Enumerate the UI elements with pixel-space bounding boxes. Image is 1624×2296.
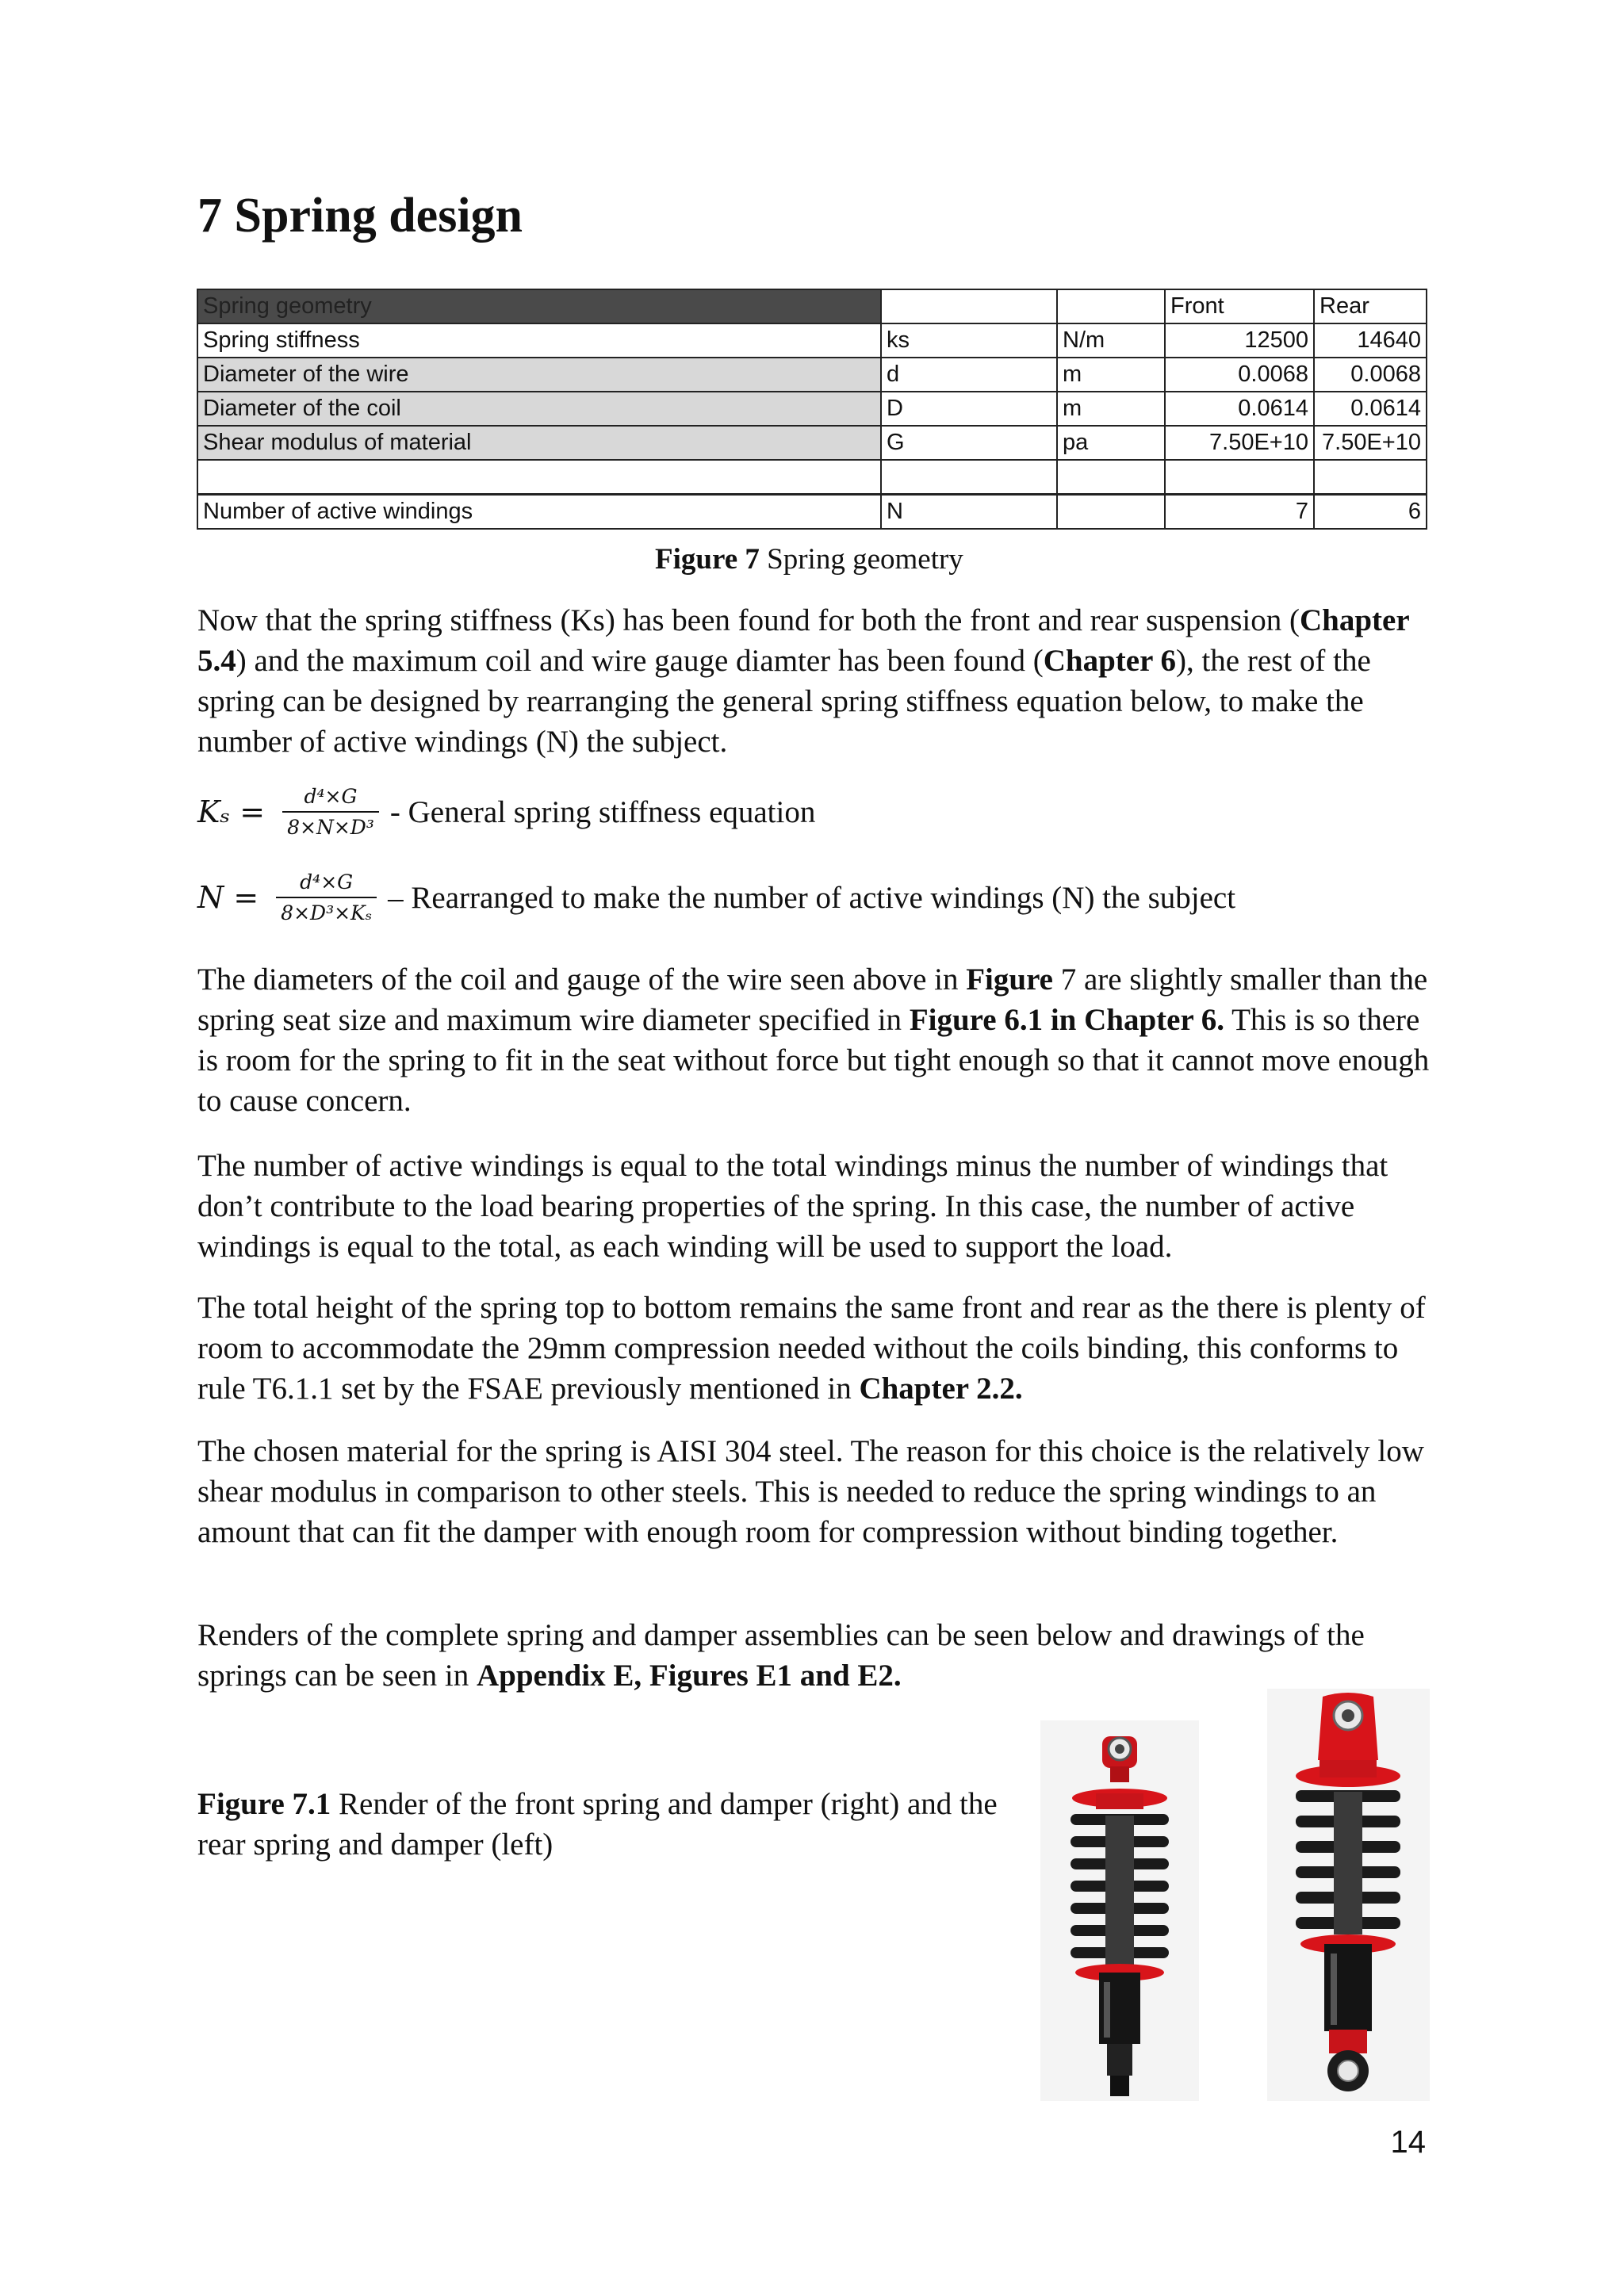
row-front: 12500	[1165, 323, 1314, 358]
fraction-numerator: d⁴×G	[300, 871, 354, 894]
row-symbol: N	[881, 495, 1057, 530]
row-unit: m	[1057, 392, 1165, 426]
row-label: Diameter of the wire	[197, 358, 881, 392]
row-label: Shear modulus of material	[197, 426, 881, 460]
fraction-denominator: 8×N×D³	[282, 811, 379, 839]
header-rear: Rear	[1314, 289, 1427, 323]
row-rear: 0.0614	[1314, 392, 1427, 426]
row-front: 0.0614	[1165, 392, 1314, 426]
section-heading: 7 Spring design	[197, 189, 523, 243]
figure-text: Render of the front spring and damper (right) and the rear spring and damper (left)	[197, 1787, 998, 1862]
row-rear: 7.50E+10	[1314, 426, 1427, 460]
equation-fraction	[282, 785, 379, 839]
row-symbol: ks	[881, 323, 1057, 358]
equation-lhs: N =	[197, 880, 259, 915]
row-label: Diameter of the coil	[197, 392, 881, 426]
paragraph: Now that the spring stiffness (Ks) has been found for both the front and rear suspension (Chapter 5.4) and the maximum coil and wire gauge diamter has been found (Chapter 6), the rest of the spring can be designed by rearranging the general spring stiffness equation below, to make the number of active windings (N) the subject.	[197, 603, 1409, 759]
table-header-row	[197, 289, 1427, 323]
equation-lhs: Kₛ =	[197, 794, 266, 829]
header-unit	[1057, 289, 1165, 323]
table-row	[197, 392, 1427, 426]
row-unit: m	[1057, 358, 1165, 392]
row-symbol: d	[881, 358, 1057, 392]
front-spring-damper-render	[1267, 1689, 1430, 2101]
table-row	[197, 358, 1427, 392]
rear-spring-damper-render	[1040, 1720, 1199, 2101]
paragraph: The number of active windings is equal to the total windings minus the number of windings that don’t contribute to the load bearing properties of the spring. In this case, the number of active windings is equal to the total, as each winding will be used to support the load.	[197, 1149, 1388, 1264]
table-row	[197, 426, 1427, 460]
row-rear: 14640	[1314, 323, 1427, 358]
header-symbol	[881, 289, 1057, 323]
equation-general	[197, 785, 815, 839]
row-unit: pa	[1057, 426, 1165, 460]
equation-rearranged	[197, 871, 1235, 924]
row-unit: N/m	[1057, 323, 1165, 358]
row-label: Number of active windings	[197, 495, 881, 530]
row-front: 0.0068	[1165, 358, 1314, 392]
row-label: Spring stiffness	[197, 323, 881, 358]
figure-label: Figure 7.1	[197, 1787, 331, 1821]
table-row	[197, 495, 1427, 530]
header-front: Front	[1165, 289, 1314, 323]
paragraph: The chosen material for the spring is AISI 304 steel. The reason for this choice is the relatively low shear modulus in comparison to other steels. This is needed to reduce the spring windings to an amount that can fit the damper with enough room for compression without binding together.	[197, 1434, 1424, 1549]
spring-geometry-table	[197, 289, 1427, 530]
paragraph: The total height of the spring top to bottom remains the same front and rear as the there is plenty of room to accommodate the 29mm compression needed without the coils binding, this conforms to rule T6.1.1 set by the FSAE previously mentioned in Chapter 2.2.	[197, 1291, 1426, 1406]
row-front: 7.50E+10	[1165, 426, 1314, 460]
row-front: 7	[1165, 495, 1314, 530]
row-rear: 6	[1314, 495, 1427, 530]
row-unit	[1057, 495, 1165, 530]
header-label: Spring geometry	[197, 289, 881, 323]
fraction-numerator: d⁴×G	[304, 785, 358, 808]
row-rear: 0.0068	[1314, 358, 1427, 392]
figure-text: Spring geometry	[759, 543, 963, 576]
figure-7-caption	[655, 542, 963, 577]
row-symbol: D	[881, 392, 1057, 426]
equation-fraction	[276, 871, 377, 924]
page-number: 14	[1390, 2125, 1426, 2160]
paragraph: The diameters of the coil and gauge of the wire seen above in Figure 7 are slightly smaller than the spring seat size and maximum wire diameter specified in Figure 6.1 in Chapter 6. This is so there is room for the spring to fit in the seat without force but tight enough so that it cannot move enough to cause concern.	[197, 962, 1430, 1118]
equation-description: - General spring stiffness equation	[389, 794, 816, 829]
figure-7-1-caption	[197, 1784, 1014, 1865]
figure-label: Figure 7	[655, 543, 760, 576]
row-symbol: G	[881, 426, 1057, 460]
table-row	[197, 323, 1427, 358]
table-blank-row	[197, 460, 1427, 495]
paragraph: Renders of the complete spring and damper assemblies can be seen below and drawings of the springs can be seen in Appendix E, Figures E1 and E2.	[197, 1618, 1365, 1693]
fraction-denominator: 8×D³×Kₛ	[276, 897, 377, 924]
equation-description: – Rearranged to make the number of active windings (N) the subject	[388, 880, 1236, 915]
